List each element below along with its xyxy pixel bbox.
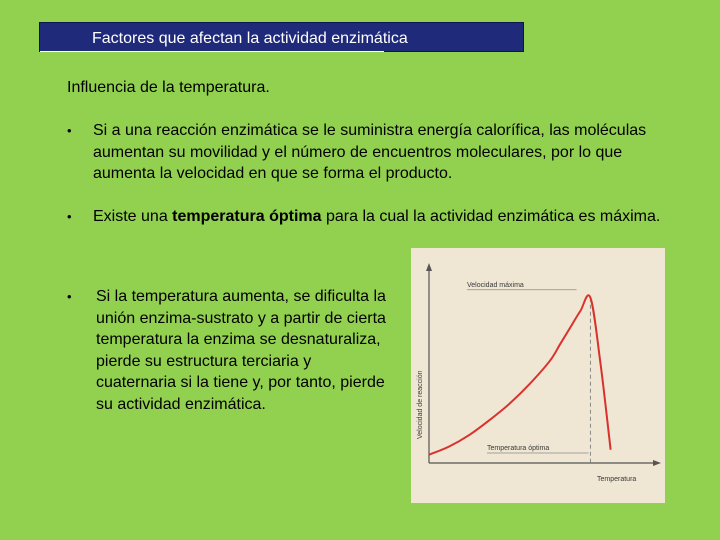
slide-title: Factores que afectan la actividad enzimática (92, 30, 408, 47)
annotation-max-velocity: Velocidad máxima (467, 281, 524, 289)
chart-svg (411, 248, 665, 503)
x-axis-label: Temperatura (597, 476, 637, 483)
bullet-text (93, 206, 668, 228)
section-heading: Influencia de la temperatura. (67, 79, 270, 96)
bullet-text: Si a una reacción enzimática se le suministra energía calorífica, las moléculas aumentan su movilidad y el número de encuentros moleculares, por lo que aumenta la velocidad en que se forma el producto. (93, 122, 647, 182)
bullet-dot: • (67, 123, 72, 138)
bullet-text-part: para la cual la actividad enzimática es máxima. (321, 208, 661, 225)
x-axis-arrow (653, 460, 661, 466)
temperature-chart (411, 248, 665, 503)
y-axis-label: Velocidad de reacción (417, 370, 424, 439)
title-underline (40, 51, 384, 52)
title-bar (39, 22, 524, 52)
bullet-text-bold: temperatura óptima (172, 208, 322, 225)
bullet-dot: • (67, 289, 72, 304)
annotation-optimum-temperature: Temperatura óptima (487, 445, 550, 452)
bullet-text-part: Existe una (93, 208, 173, 225)
y-axis-arrow (426, 263, 432, 271)
series-line (429, 295, 611, 454)
bullet-dot: • (67, 209, 72, 224)
bullet-text: Si la temperatura aumenta, se dificulta la unión enzima-sustrato y a partir de cierta temperatura la enzima se desnaturaliza, pierde su estructura terciaria y cuaternaria si la tiene y, por tanto, pierde su actividad enzimática. (96, 288, 386, 413)
